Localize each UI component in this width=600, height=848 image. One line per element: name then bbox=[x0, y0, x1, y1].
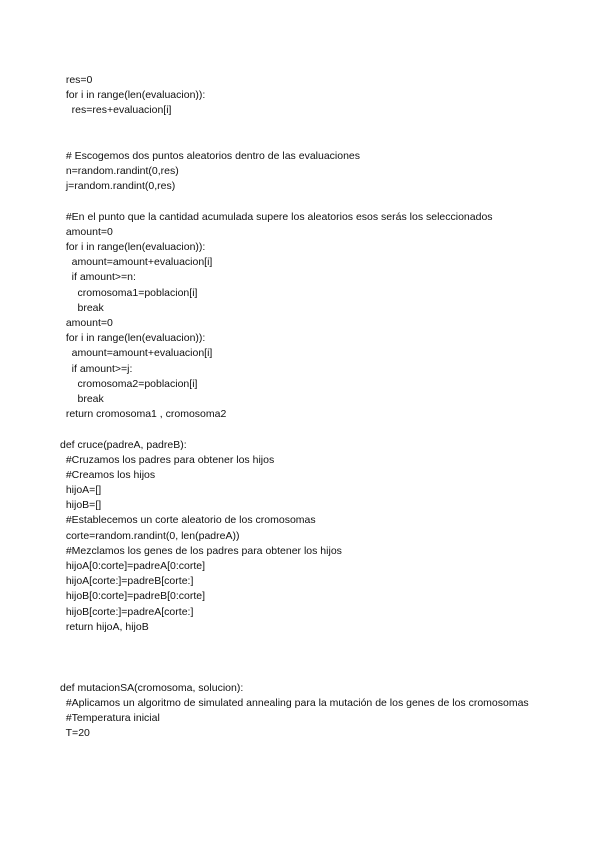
code-line: amount=amount+evaluacion[i] bbox=[60, 256, 213, 269]
code-line: if amount>=j: bbox=[60, 362, 133, 375]
code-line: def cruce(padreA, padreB): bbox=[60, 438, 187, 451]
code-line: if amount>=n: bbox=[60, 271, 136, 284]
code-line: res=res+evaluacion[i] bbox=[60, 104, 172, 117]
code-line: break bbox=[60, 301, 104, 314]
code-comment-wrapped: #En el punto que la cantidad acumulada supere los aleatorios esos serás los seleccionados bbox=[60, 210, 493, 223]
code-line: res=0 bbox=[60, 74, 93, 86]
code-line: amount=0 bbox=[60, 225, 113, 238]
code-line: hijoA=[] bbox=[60, 484, 102, 497]
code-line: return cromosoma1 , cromosoma2 bbox=[60, 408, 227, 421]
code-line: T=20 bbox=[60, 727, 90, 740]
code-line: break bbox=[60, 392, 104, 405]
code-line: hijoB[0:corte]=padreB[0:corte] bbox=[60, 590, 206, 603]
code-line: hijoB=[] bbox=[60, 499, 102, 512]
code-line: n=random.randint(0,res) bbox=[60, 165, 179, 178]
code-line bbox=[60, 650, 530, 665]
code-block bbox=[60, 73, 530, 741]
code-line: # Escogemos dos puntos aleatorios dentro de las evaluaciones bbox=[60, 149, 361, 162]
code-line: amount=amount+evaluacion[i] bbox=[60, 347, 213, 360]
code-line: hijoA[0:corte]=padreA[0:corte] bbox=[60, 560, 206, 573]
code-line: #Mezclamos los genes de los padres para obtener los hijos bbox=[60, 544, 342, 557]
code-line: cromosoma2=poblacion[i] bbox=[60, 377, 198, 390]
code-line bbox=[60, 134, 530, 149]
code-comment-wrapped: #Aplicamos un algoritmo de simulated annealing para la mutación de los genes de los cromosomas bbox=[60, 696, 529, 709]
code-line bbox=[60, 195, 530, 210]
code-line bbox=[60, 119, 530, 134]
code-line bbox=[60, 635, 530, 650]
code-line: for i in range(len(evaluacion)): bbox=[60, 89, 206, 102]
code-line: corte=random.randint(0, len(padreA)) bbox=[60, 529, 240, 542]
code-line: cromosoma1=poblacion[i] bbox=[60, 286, 198, 299]
code-line bbox=[60, 422, 530, 437]
code-line bbox=[60, 665, 530, 680]
code-line: for i in range(len(evaluacion)): bbox=[60, 241, 206, 254]
code-line: #Establecemos un corte aleatorio de los cromosomas bbox=[60, 514, 316, 527]
code-line: j=random.randint(0,res) bbox=[60, 180, 176, 193]
code-line: hijoA[corte:]=padreB[corte:] bbox=[60, 575, 194, 588]
code-line: def mutacionSA(cromosoma, solucion): bbox=[60, 681, 244, 694]
code-line: #Creamos los hijos bbox=[60, 468, 156, 481]
code-line: #Temperatura inicial bbox=[60, 711, 160, 724]
code-line: #Cruzamos los padres para obtener los hijos bbox=[60, 453, 275, 466]
code-line: hijoB[corte:]=padreA[corte:] bbox=[60, 605, 194, 618]
code-line: for i in range(len(evaluacion)): bbox=[60, 332, 206, 345]
code-line: amount=0 bbox=[60, 317, 113, 330]
code-line: return hijoA, hijoB bbox=[60, 620, 149, 633]
